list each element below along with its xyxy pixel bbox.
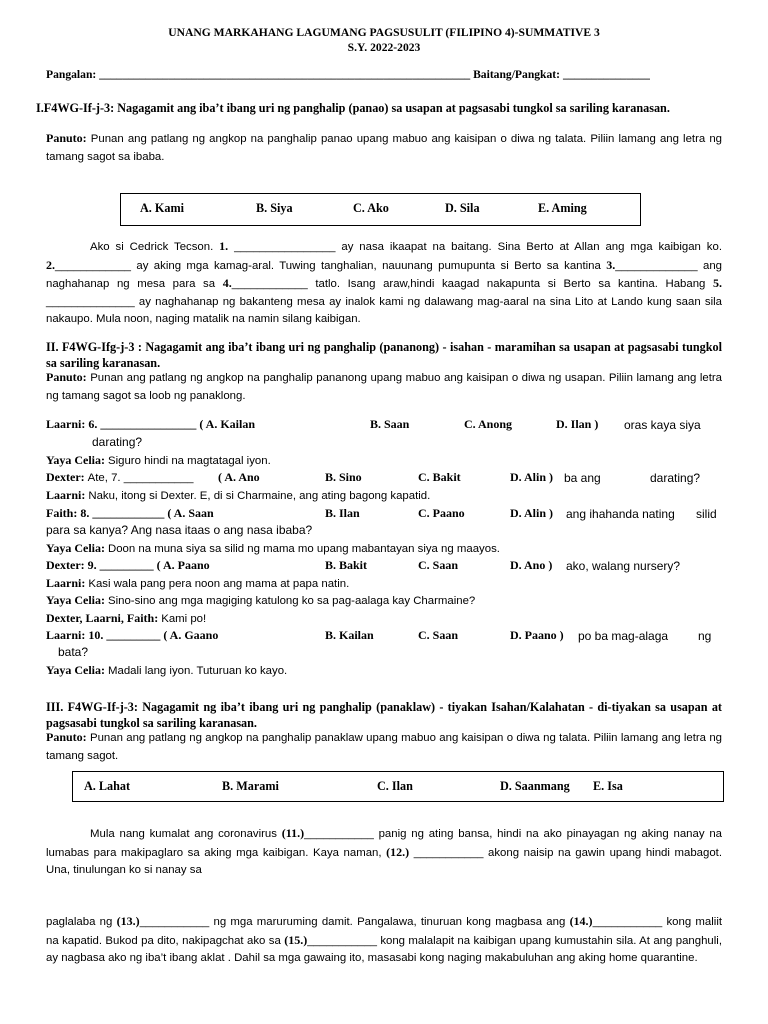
q7-line[interactable]: Dexter: Ate, 7. ___________ (46, 470, 194, 484)
item-number: (12.) (386, 844, 410, 859)
item-number: (14.) (569, 914, 593, 928)
part3-instructions (46, 729, 722, 765)
exam-title: UNANG MARKAHANG LAGUMANG PAGSUSULIT (FILIPINO 4)-SUMMATIVE 3 (168, 26, 600, 39)
q6-speaker[interactable]: Laarni: 6. ________________ ( A. Kailan (46, 417, 256, 431)
answer-blank[interactable]: _____________ ang naghahanap ng mesa para sa (46, 259, 722, 290)
panuto-text: Punan ang patlang ng angkop na panghalip pananong upang mabuo ang kaisipan o diwa ng usapan. Piliin lamang ang letra ng tamang sagot sa loob ng panaklong. (46, 372, 723, 402)
dialogue-line: Laarni: Kasi wala pang pera noon ang mama at papa natin. (46, 576, 350, 590)
part1-choice: D. Sila (445, 201, 480, 215)
dialogue-line: Yaya Celia: Doon na muna siya sa silid ng mama mo upang mabantayan siya ng maayos. (46, 541, 500, 555)
q10-choice-c[interactable]: C. Saan (418, 628, 459, 642)
item-number: 1. (219, 239, 229, 253)
grade-label: Baitang/Pangkat: (473, 68, 561, 81)
item-number: (11.) (281, 826, 305, 840)
part3-heading: III. F4WG-If-j-3: Nagagamit ng iba’t ibang uri ng panghalip (panaklaw) - tiyakan Isahan/Kalahatan - di-tiyakan sa usapan at pagsasabi tungkol sa sariling karanasan. (46, 700, 722, 730)
q8-choice-b[interactable]: B. Ilan (325, 506, 360, 520)
part1-choice: C. Ako (353, 201, 389, 215)
q6-choice-c[interactable]: C. Anong (464, 417, 513, 431)
part3-paragraph-b: paglalaba ng (13.)___________ ng mga maruruming damit. Pangalawa, tinuruan kong magbasa ang (14.)___________ kong maliit na kapatid. Bukod pa dito, nakipagchat ako sa (15.)___________ kong malalapit na kaibigan upang kumustahin sila. At ang panghuli, ay nagbasa ako ng iba’t ibang aklat . Dahil sa mga gawaing ito, masasabi kong naging makabuluhan ang aking home quarantine. (46, 914, 723, 964)
part3-choice: D. Saanmang (500, 779, 570, 793)
answer-blank[interactable]: ___________ ng mga maruruming damit. Pangalawa, tinuruan kong magbasa ang (139, 916, 566, 928)
part3-paragraph-a: Mula nang kumalat ang coronavirus (11.)___________ panig ng ating bansa, hindi na ako pinayagan ng aking nanay na lumabas para makipaglaro sa aking mga kaibigan. Kaya naman, (12.) ___________ akong naisip na gawin upang hindi mabagot. Una, tinulungan ko si nanay sa (46, 826, 722, 876)
q9-choice-b[interactable]: B. Bakit (325, 558, 368, 572)
item-number: 3. (606, 257, 616, 272)
answer-blank[interactable]: ___________ panig ng ating bansa, hindi na ako pinayagan ng aking nanay na lumabas para makipaglaro sa aking mga kaibigan. Kaya naman, (46, 828, 722, 859)
q10-choice-d[interactable]: D. Paano ) (510, 628, 564, 642)
answer-blank[interactable]: ______________ ay naghahanap ng bakanteng mesa ay inalok kami ng dalawang mag-aaral na sina Lito at Lando kung saan sila nakaupo. Mula noon, naging matalik na namin silang kaibigan. (46, 295, 722, 325)
item-number: 5. (713, 276, 722, 290)
q9-speaker[interactable]: Dexter: 9. _________ ( A. Paano (46, 558, 210, 572)
q9-choice-d[interactable]: D. Ano ) (510, 558, 553, 572)
answer-blank[interactable]: ___________ kong maliit na kapatid. Bukod pa dito, nakipagchat ako sa (46, 916, 723, 947)
item-number: 4. (222, 276, 232, 290)
name-row (46, 68, 650, 81)
part1-choice: B. Siya (256, 201, 293, 215)
part1-choice: A. Kami (140, 201, 185, 215)
answer-blank[interactable]: ________________ ay nasa ikaapat na baitang. Sina Berto at Allan ang mga kaibigan ko. (234, 241, 722, 253)
grade-field[interactable]: _______________ (562, 68, 650, 81)
item-number: 2. (46, 257, 55, 272)
part2-heading: II. F4WG-Ifg-j-3 : Nagagamit ang iba’t ibang uri ng panghalip (pananong) - isahan - maramihan sa usapan at pagsasabi tungkol sa sariling karanasan. (46, 340, 722, 370)
panuto-label: Panuto: (46, 131, 87, 145)
part2-instructions (46, 369, 722, 405)
name-field[interactable]: ________________________________________________________________ (99, 68, 471, 81)
q7-choice-c[interactable]: C. Bakit (418, 470, 461, 484)
dialogue-line: Yaya Celia: Madali lang iyon. Tuturuan ko kayo. (46, 663, 288, 677)
panuto-text: Punan ang patlang ng angkop na panghalip panaklaw upang mabuo ang kaisipan o diwa ng talata. Piliin lamang ang letra ng tamang sagot. (46, 732, 722, 762)
q7-choice-a[interactable]: ( A. Ano (218, 470, 260, 484)
q8-choice-d[interactable]: D. Alin ) (510, 506, 554, 520)
q7-choice-d[interactable]: D. Alin ) (510, 470, 554, 484)
panuto-text: Punan ang patlang ng angkop na panghalip panao upang mabuo ang kaisipan o diwa ng talata. Piliin lamang ang letra ng tamang sagot sa ibaba. (46, 133, 722, 163)
part3-choice: C. Ilan (377, 779, 413, 793)
q6-choice-b[interactable]: B. Saan (370, 417, 410, 431)
item-number: (13.) (116, 914, 140, 928)
part3-choice: E. Isa (593, 779, 623, 793)
panuto-label: Panuto: (46, 370, 87, 384)
q10-choice-b[interactable]: B. Kailan (325, 628, 374, 642)
answer-blank[interactable]: ___________ akong naisip na gawin upang hindi mabagot. Una, tinulungan ko si nanay sa (46, 846, 722, 876)
dialogue-line: Yaya Celia: Siguro hindi na magtatagal iyon. (46, 453, 271, 467)
answer-blank[interactable]: ____________ ay aking mga kamag-aral. Tuwing tanghalian, nauunang pumupunta si Berto sa kantina (55, 259, 601, 272)
q6-choice-d[interactable]: D. Ilan ) (556, 417, 599, 431)
part1-instructions (46, 130, 722, 166)
part1-heading: I.F4WG-If-j-3: Nagagamit ang iba’t ibang uri ng panghalip (panao) sa usapan at pagsasabi tungkol sa sariling karanasan. (36, 101, 670, 115)
answer-blank[interactable]: ____________ tatlo. Isang araw,hindi kaagad nakapunta si Berto sa kantina. Habang (231, 278, 706, 290)
q10-speaker[interactable]: Laarni: 10. _________ ( A. Gaano (46, 628, 219, 642)
q7-choice-b[interactable]: B. Sino (325, 470, 362, 484)
dialogue-line: Dexter, Laarni, Faith: Kami po! (46, 611, 207, 625)
part3-choice: B. Marami (222, 779, 279, 793)
item-number: (15.) (284, 932, 308, 947)
dialogue-line: Yaya Celia: Sino-sino ang mga magiging katulong ko sa pag-aalaga kay Charmaine? (46, 593, 476, 607)
answer-blank[interactable]: ___________ kong malalapit na kaibigan upang kumustahin sila. At ang panghuli, ay nagbasa ako ng iba’t ibang aklat . Dahil sa mga gawaing ito, masasabi kong naging makabuluhan ang aking home quarantine. (46, 934, 722, 964)
school-year: S.Y. 2022-2023 (347, 41, 421, 54)
q8-speaker[interactable]: Faith: 8. ____________ ( A. Saan (46, 506, 214, 520)
part1-choice: E. Aming (538, 201, 587, 215)
q8-choice-c[interactable]: C. Paano (418, 506, 465, 520)
dialogue-line: Laarni: Naku, itong si Dexter. E, di si Charmaine, ang ating bagong kapatid. (46, 488, 431, 502)
part3-choice: A. Lahat (84, 779, 131, 793)
name-label: Pangalan: (46, 68, 97, 81)
q9-choice-c[interactable]: C. Saan (418, 558, 459, 572)
part1-paragraph: Ako si Cedrick Tecson. 1. ________________ ay nasa ikaapat na baitang. Sina Berto at Allan ang mga kaibigan ko. 2.____________ ay aking mga kamag-aral. Tuwing tanghalian, nauunang pumupunta si Berto sa kantina 3._____________ ang naghahanap ng mesa para sa 4.____________ tatlo. Isang araw,hindi kaagad nakapunta si Berto sa kantina. Habang 5. ______________ ay naghahanap ng bakanteng mesa ay inalok kami ng dalawang mag-aaral na sina Lito at Lando kung saan sila nakaupo. Mula noon, naging matalik na namin silang kaibigan. (46, 239, 722, 325)
panuto-label: Panuto: (46, 730, 87, 744)
